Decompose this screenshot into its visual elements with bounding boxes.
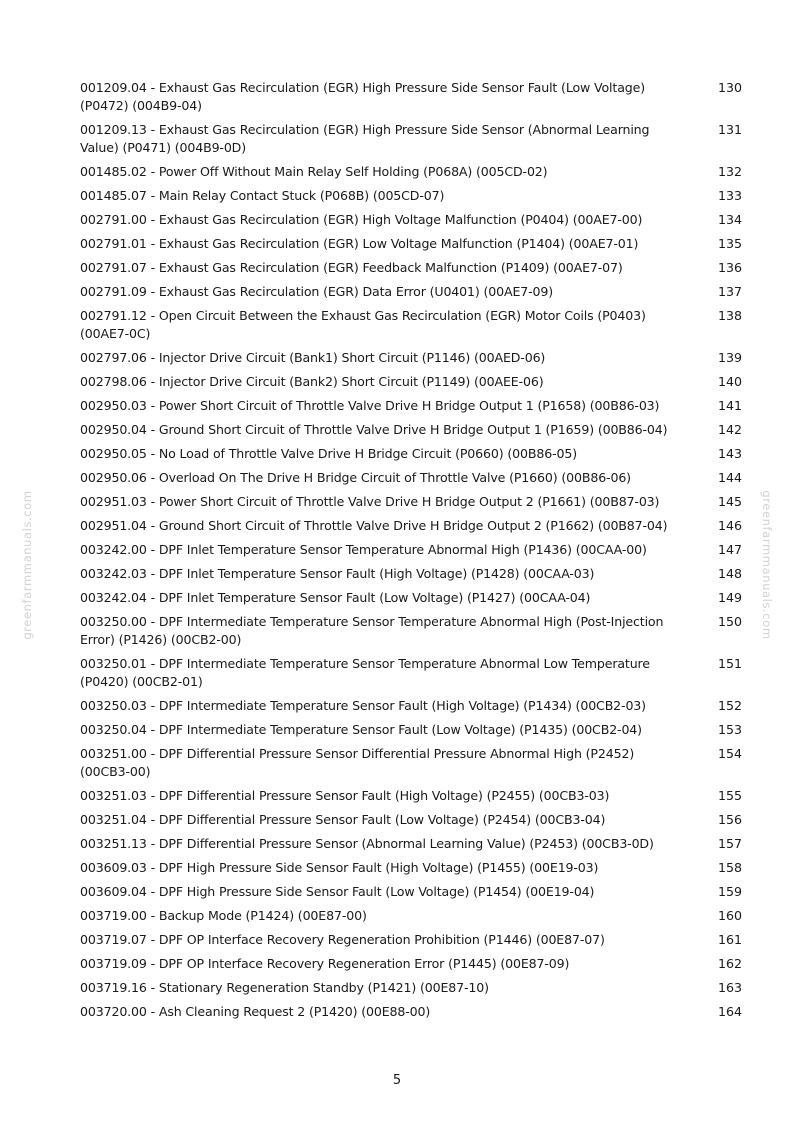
toc-entry-page: 152 [717, 698, 742, 713]
toc-entry [80, 541, 744, 559]
toc-entry-page: 155 [717, 788, 742, 803]
toc-entry [80, 655, 744, 691]
toc-entry-title: 003719.07 - DPF OP Interface Recovery Regeneration Prohibition (P1446) (00E87-07) [80, 932, 605, 947]
toc-entry [80, 235, 744, 253]
toc-entry-title: 002951.04 - Ground Short Circuit of Throttle Valve Drive H Bridge Output 2 (P1662) (00B87-04) [80, 518, 668, 533]
toc-entry-title: 003242.00 - DPF Inlet Temperature Sensor Temperature Abnormal High (P1436) (00CAA-00) [80, 542, 647, 557]
toc-entry-page: 136 [717, 260, 742, 275]
toc-entry-title: 002950.04 - Ground Short Circuit of Throttle Valve Drive H Bridge Output 1 (P1659) (00B86-04) [80, 422, 668, 437]
toc-entry-title: 001209.04 - Exhaust Gas Recirculation (EGR) High Pressure Side Sensor Fault (Low Voltage) (P0472) (004B9-04) [80, 80, 645, 113]
toc-entry-title: 003251.00 - DPF Differential Pressure Sensor Differential Pressure Abnormal High (P2452) (00CB3-00) [80, 746, 635, 779]
toc-entry [80, 955, 744, 973]
toc-entry-page: 142 [717, 422, 742, 437]
toc-entry-page: 141 [717, 398, 742, 413]
toc-entry [80, 1003, 744, 1021]
toc-entry [80, 811, 744, 829]
toc-entry-page: 148 [717, 566, 742, 581]
toc-entry [80, 517, 744, 535]
toc-entry-page: 132 [717, 164, 742, 179]
toc-entry [80, 259, 744, 277]
toc-entry [80, 121, 744, 157]
toc-entry-title: 003251.04 - DPF Differential Pressure Sensor Fault (Low Voltage) (P2454) (00CB3-04) [80, 812, 606, 827]
toc-entry-title: 003609.04 - DPF High Pressure Side Sensor Fault (Low Voltage) (P1454) (00E19-04) [80, 884, 595, 899]
toc-entry-title: 003250.04 - DPF Intermediate Temperature Sensor Fault (Low Voltage) (P1435) (00CB2-04) [80, 722, 642, 737]
toc-entry-title: 002950.03 - Power Short Circuit of Throttle Valve Drive H Bridge Output 1 (P1658) (00B86-03) [80, 398, 660, 413]
toc-entry-title: 002791.09 - Exhaust Gas Recirculation (EGR) Data Error (U0401) (00AE7-09) [80, 284, 554, 299]
toc-entry [80, 613, 744, 649]
toc-entry-page: 139 [717, 350, 742, 365]
toc-entry [80, 787, 744, 805]
toc-entry [80, 589, 744, 607]
toc-entry-page: 147 [717, 542, 742, 557]
toc-entry-page: 131 [717, 122, 742, 137]
toc-entry-title: 003719.09 - DPF OP Interface Recovery Regeneration Error (P1445) (00E87-09) [80, 956, 570, 971]
toc-entry-page: 140 [717, 374, 742, 389]
toc-entry-page: 133 [717, 188, 742, 203]
toc-entry-title: 002950.06 - Overload On The Drive H Bridge Circuit of Throttle Valve (P1660) (00B86-06) [80, 470, 631, 485]
toc-entry [80, 349, 744, 367]
toc-entry-page: 164 [717, 1004, 742, 1019]
toc-entry-title: 002798.06 - Injector Drive Circuit (Bank2) Short Circuit (P1149) (00AEE-06) [80, 374, 544, 389]
watermark-right: greenfarmmanuals.com [760, 490, 774, 640]
toc-entry-title: 003251.13 - DPF Differential Pressure Sensor (Abnormal Learning Value) (P2453) (00CB3-0D) [80, 836, 654, 851]
toc-entry-page: 163 [717, 980, 742, 995]
toc-entry-title: 003250.03 - DPF Intermediate Temperature Sensor Fault (High Voltage) (P1434) (00CB2-03) [80, 698, 646, 713]
toc-entry-page: 154 [717, 746, 742, 761]
toc-entry [80, 421, 744, 439]
toc-entry-page: 145 [717, 494, 742, 509]
toc-entry-page: 146 [717, 518, 742, 533]
toc-entry-page: 143 [717, 446, 742, 461]
toc-entry-page: 144 [717, 470, 742, 485]
toc-entry-title: 001209.13 - Exhaust Gas Recirculation (EGR) High Pressure Side Sensor (Abnormal Learning Value) (P0471) (004B9-0D) [80, 122, 650, 155]
toc-entry-title: 002791.01 - Exhaust Gas Recirculation (EGR) Low Voltage Malfunction (P1404) (00AE7-01) [80, 236, 639, 251]
toc-entry-title: 003242.03 - DPF Inlet Temperature Sensor Fault (High Voltage) (P1428) (00CAA-03) [80, 566, 595, 581]
toc-entry-page: 161 [717, 932, 742, 947]
toc-entry [80, 835, 744, 853]
toc-entry [80, 187, 744, 205]
toc-entry-page: 151 [717, 656, 742, 671]
toc-entry [80, 883, 744, 901]
toc-entry-title: 003250.01 - DPF Intermediate Temperature Sensor Temperature Abnormal Low Temperature (P0420) (00CB2-01) [80, 656, 650, 689]
page-number: 5 [392, 1073, 402, 1088]
toc-entry-title: 003720.00 - Ash Cleaning Request 2 (P1420) (00E88-00) [80, 1004, 431, 1019]
toc-entry [80, 445, 744, 463]
toc-entry [80, 931, 744, 949]
toc-entry [80, 211, 744, 229]
toc-entry [80, 163, 744, 181]
toc-entry [80, 79, 744, 115]
toc-entry [80, 721, 744, 739]
toc-entry-title: 002791.07 - Exhaust Gas Recirculation (EGR) Feedback Malfunction (P1409) (00AE7-07) [80, 260, 623, 275]
toc-entry [80, 397, 744, 415]
toc-entry-page: 160 [717, 908, 742, 923]
toc-entry-page: 149 [717, 590, 742, 605]
toc-entry-title: 002791.00 - Exhaust Gas Recirculation (EGR) High Voltage Malfunction (P0404) (00AE7-00) [80, 212, 643, 227]
toc-entry-page: 159 [717, 884, 742, 899]
toc-entry [80, 697, 744, 715]
toc-entry-page: 157 [717, 836, 742, 851]
toc-entry-title: 003250.00 - DPF Intermediate Temperature Sensor Temperature Abnormal High (Post-Injection Error) (P1426) (00CB2-00) [80, 614, 664, 647]
toc-entry-title: 003609.03 - DPF High Pressure Side Sensor Fault (High Voltage) (P1455) (00E19-03) [80, 860, 599, 875]
toc-entry-title: 002797.06 - Injector Drive Circuit (Bank1) Short Circuit (P1146) (00AED-06) [80, 350, 546, 365]
toc-entry [80, 469, 744, 487]
toc-entry-title: 003719.16 - Stationary Regeneration Standby (P1421) (00E87-10) [80, 980, 489, 995]
toc-entry-page: 162 [717, 956, 742, 971]
toc-entry-page: 153 [717, 722, 742, 737]
toc-entry-page: 134 [717, 212, 742, 227]
toc-entry-title: 002791.12 - Open Circuit Between the Exhaust Gas Recirculation (EGR) Motor Coils (P0403) (00AE7-0C) [80, 308, 646, 341]
toc-entry-title: 002951.03 - Power Short Circuit of Throttle Valve Drive H Bridge Output 2 (P1661) (00B87-03) [80, 494, 660, 509]
toc-entry [80, 907, 744, 925]
toc-entry [80, 283, 744, 301]
toc-entry [80, 493, 744, 511]
table-of-contents [80, 79, 744, 1027]
toc-entry [80, 745, 744, 781]
watermark-left: greenfarmmanuals.com [20, 490, 34, 640]
toc-entry [80, 373, 744, 391]
toc-entry-title: 003719.00 - Backup Mode (P1424) (00E87-00) [80, 908, 367, 923]
toc-entry-page: 137 [717, 284, 742, 299]
toc-entry-page: 138 [717, 308, 742, 323]
toc-entry-page: 150 [717, 614, 742, 629]
toc-entry-title: 003251.03 - DPF Differential Pressure Sensor Fault (High Voltage) (P2455) (00CB3-03) [80, 788, 610, 803]
toc-entry-title: 002950.05 - No Load of Throttle Valve Drive H Bridge Circuit (P0660) (00B86-05) [80, 446, 577, 461]
toc-entry-title: 003242.04 - DPF Inlet Temperature Sensor Fault (Low Voltage) (P1427) (00CAA-04) [80, 590, 591, 605]
toc-entry-page: 135 [717, 236, 742, 251]
toc-entry-title: 001485.02 - Power Off Without Main Relay Self Holding (P068A) (005CD-02) [80, 164, 548, 179]
toc-entry [80, 307, 744, 343]
toc-entry-page: 158 [717, 860, 742, 875]
toc-entry [80, 859, 744, 877]
toc-entry [80, 979, 744, 997]
toc-entry-page: 130 [717, 80, 742, 95]
toc-entry-title: 001485.07 - Main Relay Contact Stuck (P068B) (005CD-07) [80, 188, 445, 203]
toc-entry-page: 156 [717, 812, 742, 827]
toc-entry [80, 565, 744, 583]
